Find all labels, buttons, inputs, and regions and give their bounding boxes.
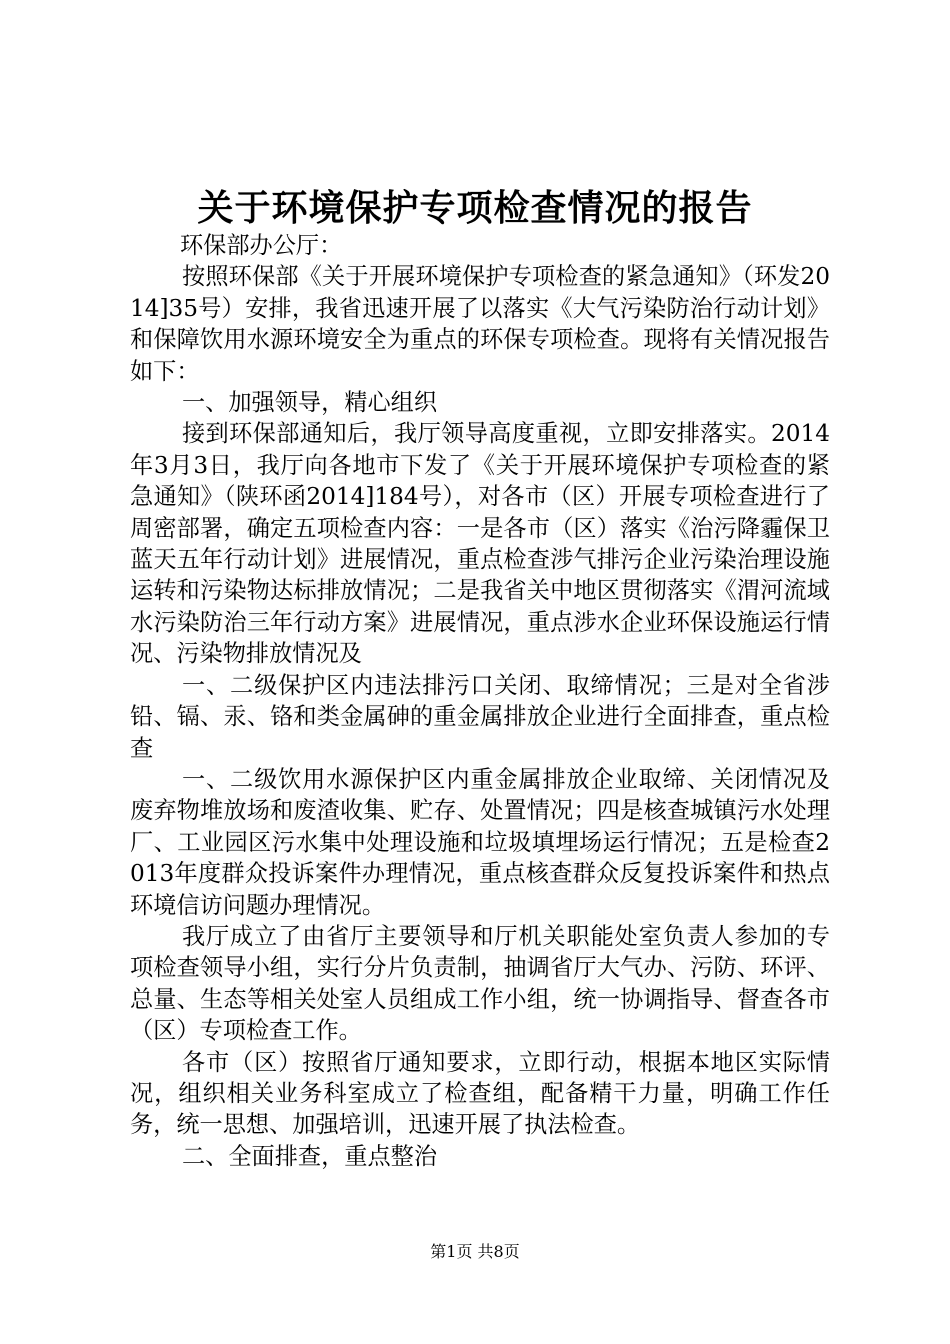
paragraph-protection-zone: 一、二级保护区内违法排污口关闭、取缔情况；三是对全省涉铅、镉、汞、铬和类金属砷的重金属排放企业进行全面排查，重点检查 xyxy=(130,671,830,762)
document-title: 关于环境保护专项检查情况的报告 xyxy=(197,188,753,229)
salutation: 环保部办公厅： xyxy=(180,232,343,259)
document-body xyxy=(130,230,830,1172)
section-heading-1: 一、加强领导，精心组织 xyxy=(182,389,438,417)
paragraph-notice: 接到环保部通知后，我厅领导高度重视，立即安排落实。2014年3月3日，我厅向各地市下发了《关于开展环境保护专项检查的紧急通知》（陕环函2014]184号），对各市（区）开展专项检查进行了周密部署，确定五项检查内容：一是各市（区）落实《治污降霾保卫蓝天五年行动计划》进展情况，重点检查涉气排污企业污染治理设施运转和污染物达标排放情况；二是我省关中地区贯彻落实《渭河流域水污染防治三年行动方案》进展情况，重点涉水企业环保设施运行情况、污染物排放情况及 xyxy=(130,420,830,668)
paragraph-city-action: 各市（区）按照省厅通知要求，立即行动，根据本地区实际情况，组织相关业务科室成立了检查组，配备精干力量，明确工作任务，统一思想、加强培训，迅速开展了执法检查。 xyxy=(130,1048,830,1139)
paragraph-leadership-group: 我厅成立了由省厅主要领导和厅机关职能处室负责人参加的专项检查领导小组，实行分片负责制，抽调省厅大气办、污防、环评、总量、生态等相关处室人员组成工作小组，统一协调指导、督查各市（区）专项检查工作。 xyxy=(130,922,830,1045)
paragraph-water-source: 一、二级饮用水源保护区内重金属排放企业取缔、关闭情况及废弃物堆放场和废渣收集、贮存、处置情况；四是核查城镇污水处理厂、工业园区污水集中处理设施和垃圾填埋场运行情况；五是检查2013年度群众投诉案件办理情况，重点核查群众反复投诉案件和热点环境信访问题办理情况。 xyxy=(130,765,830,919)
page-footer: 第1页 共8页 xyxy=(430,1242,520,1261)
paragraph-intro: 按照环保部《关于开展环境保护专项检查的紧急通知》（环发2014]35号）安排，我省迅速开展了以落实《大气污染防治行动计划》和保障饮用水源环境安全为重点的环保专项检查。现将有关情况报告如下： xyxy=(130,263,830,385)
section-heading-2: 二、全面排查，重点整治 xyxy=(182,1142,438,1170)
